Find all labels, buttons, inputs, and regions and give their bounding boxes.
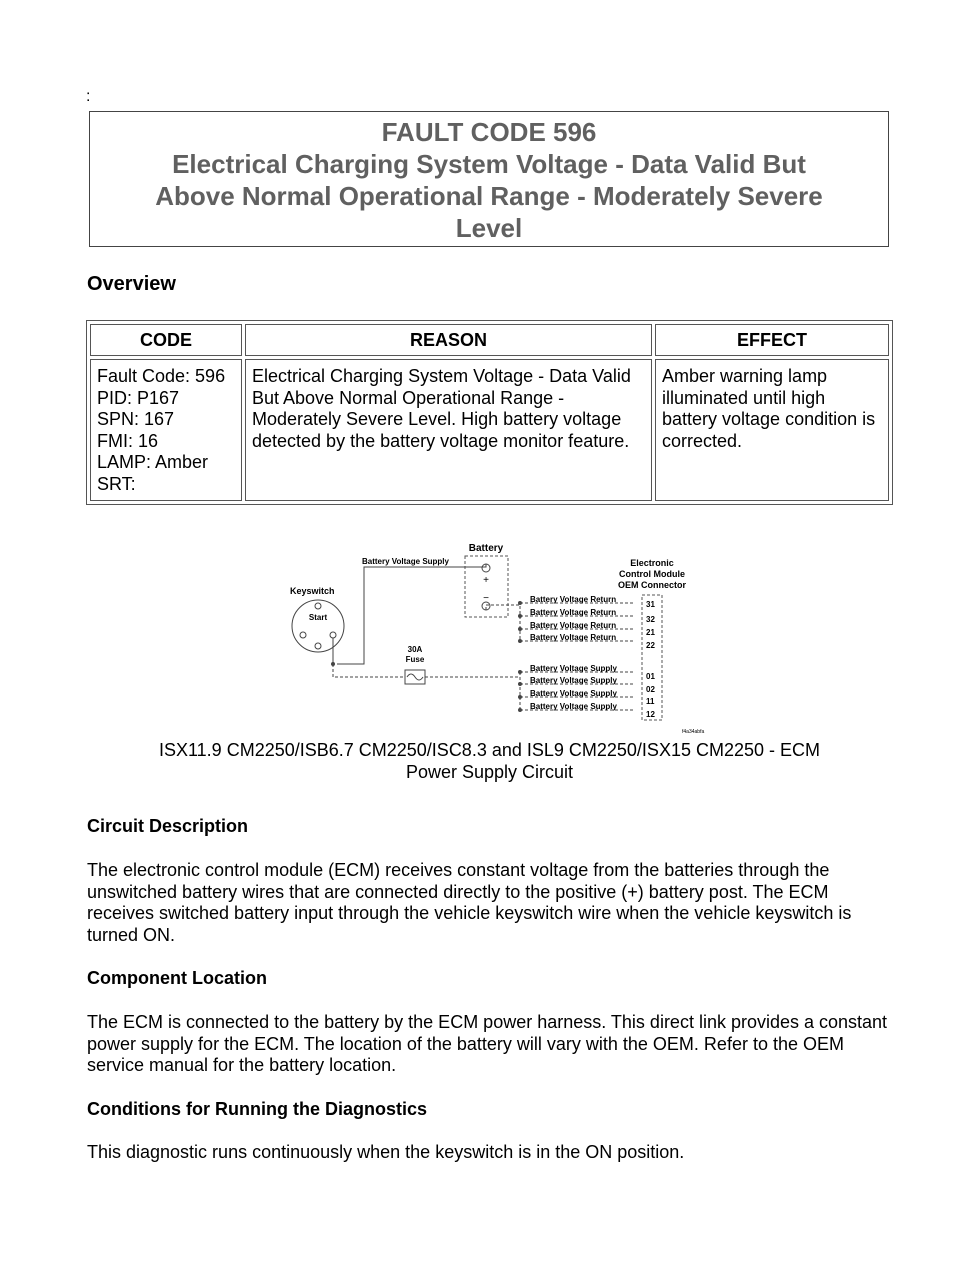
supply-wire-label-2: Battery Voltage Supply — [530, 676, 617, 685]
column-header-effect: EFFECT — [655, 324, 889, 356]
keyswitch-label: Keyswitch — [290, 586, 335, 596]
code-line-pid: PID: P167 — [97, 387, 180, 408]
code-line-fault-code: Fault Code: 596 — [97, 366, 226, 386]
keyswitch-icon — [292, 600, 344, 652]
code-line-lamp: LAMP: Amber — [97, 452, 209, 473]
fault-description-line-2: Above Normal Operational Range - Moderately Severe — [155, 181, 823, 211]
column-header-code: CODE — [90, 324, 242, 356]
fault-description-line-1: Electrical Charging System Voltage - Data Valid But — [172, 149, 806, 179]
effect-cell: Amber warning lamp illuminated until high battery voltage condition is corrected. — [655, 359, 889, 501]
return-pin-2: 32 — [646, 615, 655, 624]
fault-description-line-3: Level — [455, 213, 523, 243]
supply-pin-3: 11 — [646, 697, 655, 706]
reason-cell: Electrical Charging System Voltage - Data Valid But Above Normal Operational Range - Moderately Severe Level. High battery voltage detected by the battery voltage monitor feature. — [245, 359, 652, 501]
return-pin-1: 31 — [646, 600, 655, 609]
supply-pin-4: 12 — [646, 710, 655, 719]
keyswitch-terminal-right — [330, 632, 336, 638]
supply-wire-label-3: Battery Voltage Supply — [530, 689, 617, 698]
keyswitch-terminal-left — [300, 632, 306, 638]
return-pin-3: 21 — [646, 628, 655, 637]
fuse-element — [407, 674, 423, 680]
keyswitch-terminal-top — [315, 603, 321, 609]
fault-code-title: FAULT CODE 596 — [381, 117, 597, 147]
return-wire-label-3: Battery Voltage Return — [530, 621, 617, 630]
code-line-fmi: FMI: 16 — [97, 430, 159, 451]
fuse-label: Fuse — [405, 655, 425, 664]
return-wire-label-1: Battery Voltage Return — [530, 595, 617, 604]
fault-code-title-box — [89, 111, 889, 247]
figure-caption-line-1: ISX11.9 CM2250/ISB6.7 CM2250/ISC8.3 and ISL9 CM2250/ISX15 CM2250 - ECM — [158, 740, 821, 760]
return-pin-4: 22 — [646, 641, 655, 650]
figure-caption-line-2: Power Supply Circuit — [405, 762, 574, 782]
return-bus-wire — [486, 605, 520, 641]
battery-minus-sign: − — [483, 593, 489, 604]
return-wire-label-4: Battery Voltage Return — [530, 633, 617, 642]
keyswitch-terminal-bottom — [315, 643, 321, 649]
supply-wires — [518, 664, 655, 719]
top-supply-label: Battery Voltage Supply — [362, 557, 449, 566]
supply-wire-label-1: Battery Voltage Supply — [530, 664, 617, 673]
ecm-label-line-3: OEM Connector — [617, 580, 687, 590]
code-line-spn: SPN: 167 — [97, 409, 175, 430]
supply-wire-label-4: Battery Voltage Supply — [530, 702, 617, 711]
page-prefix: : — [86, 88, 91, 105]
component-location-heading: Component Location — [87, 968, 267, 988]
keyswitch-dashed-wire — [333, 664, 405, 677]
fault-code-table — [86, 320, 893, 505]
table-row — [90, 359, 889, 501]
return-wire-label-2: Battery Voltage Return — [530, 608, 617, 617]
code-cell — [90, 359, 242, 501]
return-wires — [518, 595, 655, 650]
fuse-rating-label: 30A — [407, 645, 423, 654]
overview-heading: Overview — [87, 273, 176, 295]
circuit-description-text: The electronic control module (ECM) receives constant voltage from the batteries through the unswitched battery wires that are connected directly to the positive (+) battery post. The ECM receives switched battery input through the vehicle keyswitch wire when the vehicle keyswitch is turned ON. — [87, 860, 852, 945]
keyswitch-start-label: Start — [308, 613, 328, 622]
supply-pin-2: 02 — [646, 685, 655, 694]
column-header-reason: REASON — [245, 324, 652, 356]
conditions-heading: Conditions for Running the Diagnostics — [87, 1099, 427, 1119]
battery-label: Battery — [468, 543, 504, 554]
figure-caption — [0, 739, 979, 783]
ecm-label-line-2: Control Module — [619, 569, 685, 579]
circuit-description-heading: Circuit Description — [87, 816, 249, 836]
diagram-reference-code: f4a34abfa — [682, 729, 705, 735]
supply-pin-1: 01 — [646, 672, 655, 681]
conditions-text: This diagnostic runs continuously when the keyswitch is in the ON position. — [87, 1142, 685, 1162]
battery-plus-sign: + — [483, 575, 489, 586]
code-line-srt: SRT: — [97, 473, 136, 494]
power-supply-circuit-diagram — [280, 537, 705, 737]
table-header-row — [90, 324, 889, 356]
component-location-text: The ECM is connected to the battery by the ECM power harness. This direct link provides a constant power supply for the ECM. The location of the battery will vary with the OEM. Refer to the OEM service manual for the battery location. — [87, 1012, 888, 1076]
ecm-label-line-1: Electronic — [630, 558, 674, 568]
